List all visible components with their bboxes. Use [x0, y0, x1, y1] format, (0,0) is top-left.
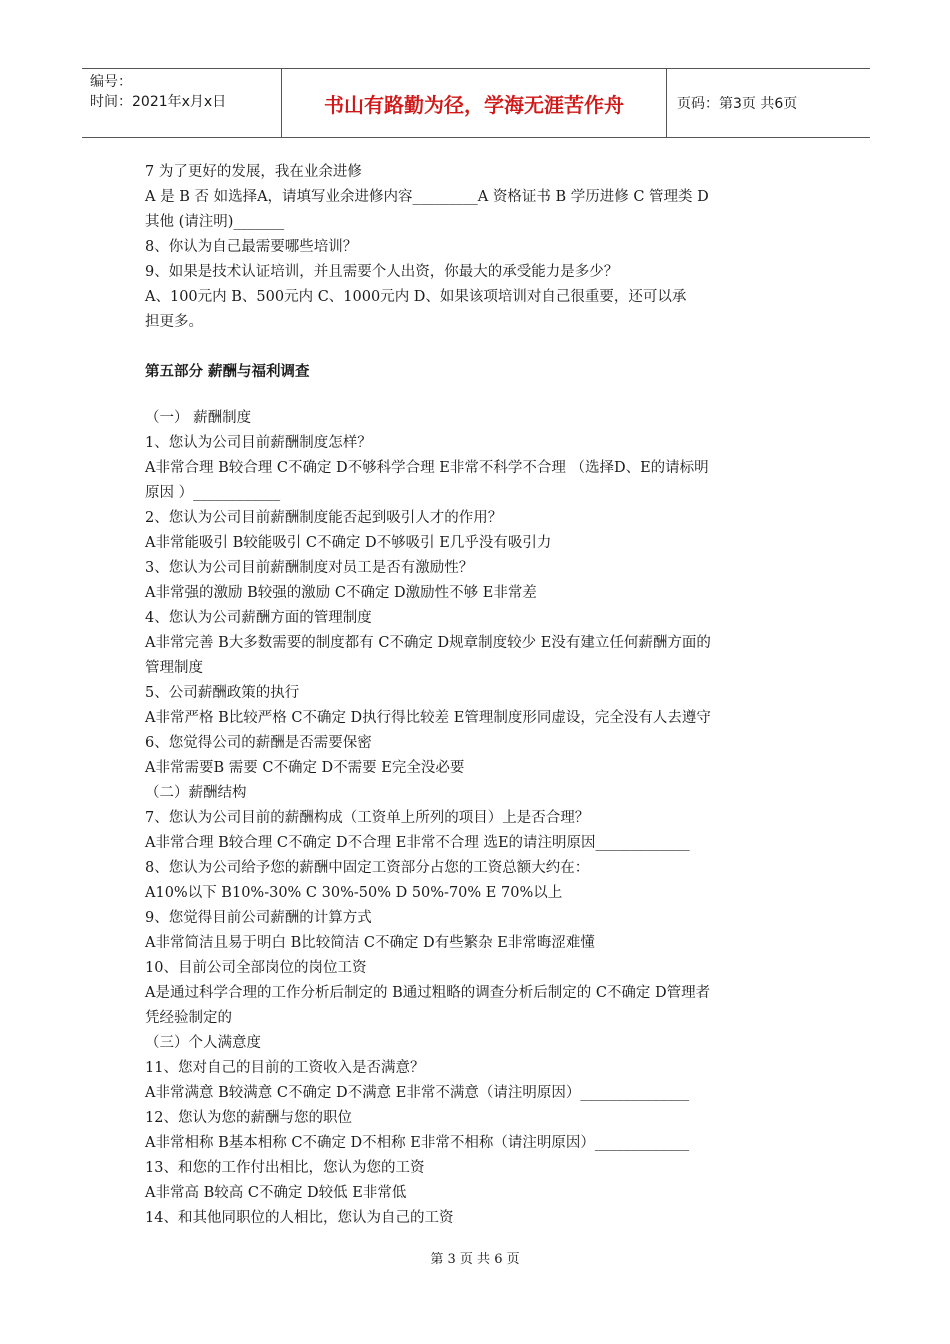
text-line: A非常需要B 需要 C不确定 D不需要 E完全没必要: [145, 760, 465, 776]
text-line: 凭经验制定的: [145, 1010, 232, 1026]
text-line: 7 为了更好的发展，我在业余进修: [145, 164, 362, 180]
text-line: A非常合理 B较合理 C不确定 D不合理 E非常不合理 选E的请注明原因_____________: [145, 835, 690, 851]
text-line: 8、你认为自己最需要哪些培训？: [145, 239, 358, 255]
text-line: 5、公司薪酬政策的执行: [145, 685, 300, 701]
text-line: A非常完善 B大多数需要的制度都有 C不确定 D规章制度较少 E没有建立任何薪酬方面的: [145, 635, 711, 651]
text-line: A非常高 B较高 C不确定 D较低 E非常低: [145, 1185, 407, 1201]
text-line: A10%以下 B10%-30% C 30%-50% D 50%-70% E 70%以上: [145, 885, 563, 901]
survey-part-four-tail: [145, 160, 810, 335]
text-line: A非常严格 B比较严格 C不确定 D执行得比较差 E管理制度形同虚设，完全没有人去遵守: [145, 710, 711, 726]
text-line: （二）薪酬结构: [145, 785, 247, 801]
text-line: 管理制度: [145, 660, 203, 676]
text-line: A非常相称 B基本相称 C不确定 D不相称 E非常不相称（请注明原因）_____________: [145, 1135, 690, 1151]
text-line: 9、您觉得目前公司薪酬的计算方式: [145, 910, 372, 926]
section-title: 第五部分 薪酬与福利调查: [145, 363, 310, 380]
text-line: 原因 ）____________: [145, 485, 281, 501]
text-line: 11、您对自己的目前的工资收入是否满意？: [145, 1060, 425, 1076]
text-line: A非常强的激励 B较强的激励 C不确定 D激励性不够 E非常差: [145, 585, 537, 601]
text-line: 6、您觉得公司的薪酬是否需要保密: [145, 735, 372, 751]
text-line: A 是 B 否 如选择A，请填写业余进修内容_________A 资格证书 B 学历进修 C 管理类 D: [145, 189, 709, 205]
text-line: 3、您认为公司目前薪酬制度对员工是否有激励性？: [145, 560, 474, 576]
page-header: [82, 68, 870, 138]
text-line: A非常满意 B较满意 C不确定 D不满意 E非常不满意（请注明原因）_______________: [145, 1085, 690, 1101]
text-line: 9、如果是技术认证培训，并且需要个人出资，你最大的承受能力是多少？: [145, 264, 619, 280]
text-line: 1、您认为公司目前薪酬制度怎样？: [145, 435, 372, 451]
text-line: A非常合理 B较合理 C不确定 D不够科学合理 E非常不科学不合理 （选择D、E的请标明: [145, 460, 709, 476]
text-line: 担更多。: [145, 314, 203, 330]
text-line: 13、和您的工作付出相比，您认为您的工资: [145, 1160, 425, 1176]
text-line: 12、您认为您的薪酬与您的职位: [145, 1110, 352, 1126]
text-line: 7、您认为公司目前的薪酬构成（工资单上所列的项目）上是否合理？: [145, 810, 590, 826]
text-line: 2、您认为公司目前薪酬制度能否起到吸引人才的作用？: [145, 510, 503, 526]
date-label: 时间：2021年x月x日: [90, 94, 227, 110]
header-meta: [82, 69, 282, 137]
text-line: A非常简洁且易于明白 B比较简洁 C不确定 D有些繁杂 E非常晦涩难懂: [145, 935, 595, 951]
header-motto: 书山有路勤为径，学海无涯苦作舟: [282, 69, 667, 137]
text-line: 10、目前公司全部岗位的岗位工资: [145, 960, 367, 976]
page-footer: 第 3 页 共 6 页: [430, 1252, 520, 1267]
text-line: 其他 (请注明)_______: [145, 214, 285, 230]
code-label: 编号：: [90, 74, 132, 90]
text-line: （三）个人满意度: [145, 1035, 261, 1051]
text-line: A、100元内 B、500元内 C、1000元内 D、如果该项培训对自己很重要，还可以承: [145, 289, 687, 305]
text-line: 14、和其他同职位的人相比，您认为自己的工资: [145, 1210, 454, 1226]
text-line: 8、您认为公司给予您的薪酬中固定工资部分占您的工资总额大约在：: [145, 860, 590, 876]
survey-part-five: [145, 406, 810, 1231]
text-line: （一） 薪酬制度: [145, 410, 252, 426]
text-line: 4、您认为公司薪酬方面的管理制度: [145, 610, 372, 626]
text-line: A非常能吸引 B较能吸引 C不确定 D不够吸引 E几乎没有吸引力: [145, 535, 552, 551]
text-line: A是通过科学合理的工作分析后制定的 B通过粗略的调查分析后制定的 C不确定 D管理者: [145, 985, 711, 1001]
document-body: [145, 160, 810, 1231]
header-page-label: 页码：第3页 共6页: [677, 96, 798, 112]
